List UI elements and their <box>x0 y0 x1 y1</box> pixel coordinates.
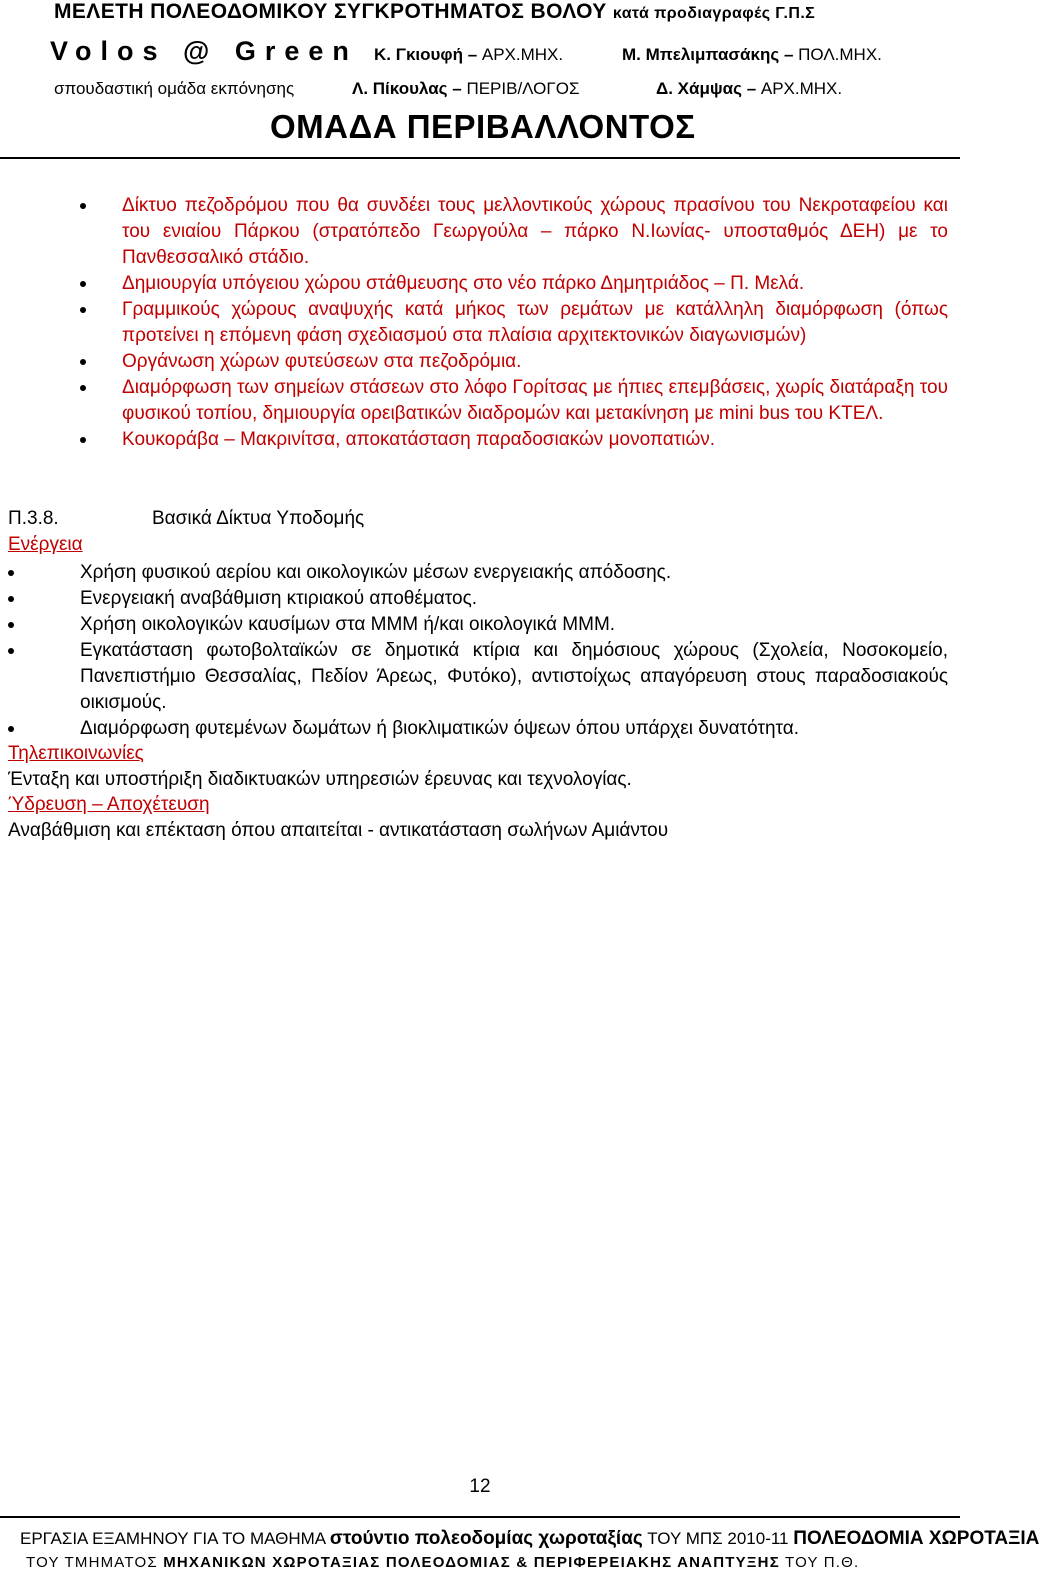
list-item-text: Διαμόρφωση των σημείων στάσεων στο λόφο Γορίτσας με ήπιες επεμβάσεις, χωρίς διατάραξη του φυσικού τοπίου, δημιουργία ορειβατικών διαδρομών και μετακίνηση με mini bus του ΚΤΕΛ. <box>122 377 948 424</box>
member-dash: – <box>779 45 799 64</box>
bullet-icon <box>8 570 14 576</box>
member-role: ΑΡΧ.ΜΗΧ. <box>760 79 843 98</box>
list-item-text: Χρήση φυσικού αερίου και οικολογικών μέσων ενεργειακής απόδοσης. <box>80 562 672 583</box>
list-item <box>80 375 948 427</box>
header-divider <box>0 157 960 159</box>
bullet-icon <box>80 203 86 209</box>
member-gkioufi <box>374 45 563 65</box>
energy-heading: Ενέργεια <box>8 534 83 555</box>
list-item-text: Κουκοράβα – Μακρινίτσα, αποκατάσταση παραδοσιακών μονοπατιών. <box>122 429 716 450</box>
member-role: ΠΕΡΙΒ/ΛΟΓΟΣ <box>466 79 580 98</box>
title-suffix: κατά προδιαγραφές Γ.Π.Σ <box>612 5 816 22</box>
section-title: Βασικά Δίκτυα Υποδομής <box>152 508 365 529</box>
study-group-label: σπουδαστική ομάδα εκπόνησης <box>54 79 295 98</box>
member-pikoulas <box>352 79 580 99</box>
list-item <box>80 193 948 271</box>
list-item-text: Ενεργειακή αναβάθμιση κτιριακού αποθέματος. <box>80 588 478 609</box>
bullet-icon <box>80 281 86 287</box>
water-heading: Ύδρευση – Αποχέτευση <box>8 794 210 815</box>
footer-course: στούντιο πολεοδομίας χωροταξίας <box>329 1528 643 1549</box>
footer-department: ΜΗΧΑΝΙΚΩΝ ΧΩΡΟΤΑΞΙΑΣ ΠΟΛΕΟΔΟΜΙΑΣ & ΠΕΡΙΦΕΡΕΙΑΚΗΣ ΑΝΑΠΤΥΞΗΣ <box>163 1554 780 1571</box>
bullet-icon <box>8 622 14 628</box>
list-item <box>8 586 948 612</box>
list-item-text: Εγκατάσταση φωτοβολταϊκών σε δημοτικά κτίρια και δημόσιους χώρους (Σχολεία, Νοσοκομείο, Πανεπιστήμιο Θεσσαλίας, Πεδίον Άρεως, Φυτόκο), αντιστοίχως απαγόρευση στους παραδοσιακούς οικισμούς. <box>80 640 948 713</box>
footer-text: ΤΟΥ ΜΠΣ 2010-11 <box>642 1529 794 1548</box>
member-name: Λ. Πίκουλας <box>352 79 448 98</box>
footer-line-2 <box>26 1554 859 1571</box>
member-name: Δ. Χάμψας <box>656 79 742 98</box>
footer-text: ΤΟΥ Π.Θ. <box>779 1554 860 1571</box>
list-item <box>80 349 948 375</box>
list-item-text: Γραμμικούς χώρους αναψυχής κατά μήκος των ρεμάτων με κατάλληλη διαμόρφωση (όπως προτείνει η επόμενη φάση σχεδιασμού στα πλαίσια αρχιτεκτονικών διαγωνισμών) <box>122 299 948 346</box>
member-name: Κ. Γκιουφή <box>374 45 463 64</box>
section-number: Π.3.8. <box>8 508 59 529</box>
bullet-icon <box>8 648 14 654</box>
member-role: ΑΡΧ.ΜΗΧ. <box>481 45 564 64</box>
document-title <box>54 0 815 24</box>
list-item <box>8 612 948 638</box>
list-item <box>8 716 948 742</box>
member-belimpasakis <box>622 45 882 65</box>
footer-program: ΠΟΛΕΟΔΟΜΙΑ ΧΩΡΟΤΑΞΙΑ <box>793 1528 1039 1549</box>
member-champsas <box>656 79 842 99</box>
footer-line-1 <box>20 1528 1039 1550</box>
list-item-text: Δίκτυο πεζοδρόμου που θα συνδέει τους μελλοντικούς χώρους πρασίνου του Νεκροταφείου και του ενιαίου Πάρκου (στρατόπεδο Γεωργούλα – πάρκο Ν.Ιωνίας- υποσταθμός ΔΕΗ) με το Πανθεσσαλικό στάδιο. <box>122 195 948 268</box>
list-item <box>80 297 948 349</box>
bullet-icon <box>80 437 86 443</box>
member-dash: – <box>462 45 482 64</box>
footer-text: ΤΟΥ ΤΜΗΜΑΤΟΣ <box>26 1554 164 1571</box>
page-number: 12 <box>469 1476 491 1497</box>
list-item-text: Διαμόρφωση φυτεμένων δωμάτων ή βιοκλιματικών όψεων όπου υπάρχει δυνατότητα. <box>80 718 800 739</box>
member-name: Μ. Μπελιμπασάκης <box>622 45 780 64</box>
bullet-icon <box>8 596 14 602</box>
footer-text: ΕΡΓΑΣΙΑ ΕΞΑΜΗΝΟΥ ΓΙΑ ΤΟ ΜΑΘΗΜΑ <box>20 1529 330 1548</box>
member-dash: – <box>447 79 467 98</box>
bullet-icon <box>80 385 86 391</box>
title-main: ΜΕΛΕΤΗ ΠΟΛΕΟΔΟΜΙΚΟΥ ΣΥΓΚΡΟΤΗΜΑΤΟΣ ΒΟΛΟΥ <box>54 0 607 23</box>
list-item <box>80 427 948 453</box>
list-item-text: Δημιουργία υπόγειου χώρου στάθμευσης στο νέο πάρκο Δημητριάδος – Π. Μελά. <box>122 273 805 294</box>
list-item <box>80 271 948 297</box>
member-role: ΠΟΛ.ΜΗΧ. <box>798 45 882 64</box>
list-item <box>8 638 948 716</box>
bullet-icon <box>80 359 86 365</box>
list-item <box>8 560 948 586</box>
energy-list <box>8 560 948 742</box>
bullet-icon <box>8 726 14 732</box>
list-item-text: Οργάνωση χώρων φυτεύσεων στα πεζοδρόμια. <box>122 351 522 372</box>
telecom-heading: Τηλεπικοινωνίες <box>8 743 144 764</box>
proposals-list <box>80 193 948 453</box>
water-text: Αναβάθμιση και επέκταση όπου απαιτείται - αντικατάσταση σωλήνων Αμιάντου <box>8 820 669 841</box>
telecom-text: Ένταξη και υποστήριξη διαδικτυακών υπηρεσιών έρευνας και τεχνολογίας. <box>8 769 632 790</box>
footer-divider <box>0 1516 960 1518</box>
team-name: Volos @ Green <box>50 36 358 66</box>
bullet-icon <box>80 307 86 313</box>
list-item-text: Χρήση οικολογικών καυσίμων στα ΜΜΜ ή/και οικολογικά ΜΜΜ. <box>80 614 616 635</box>
group-title: ΟΜΑΔΑ ΠΕΡΙΒΑΛΛΟΝΤΟΣ <box>270 108 696 145</box>
member-dash: – <box>741 79 761 98</box>
